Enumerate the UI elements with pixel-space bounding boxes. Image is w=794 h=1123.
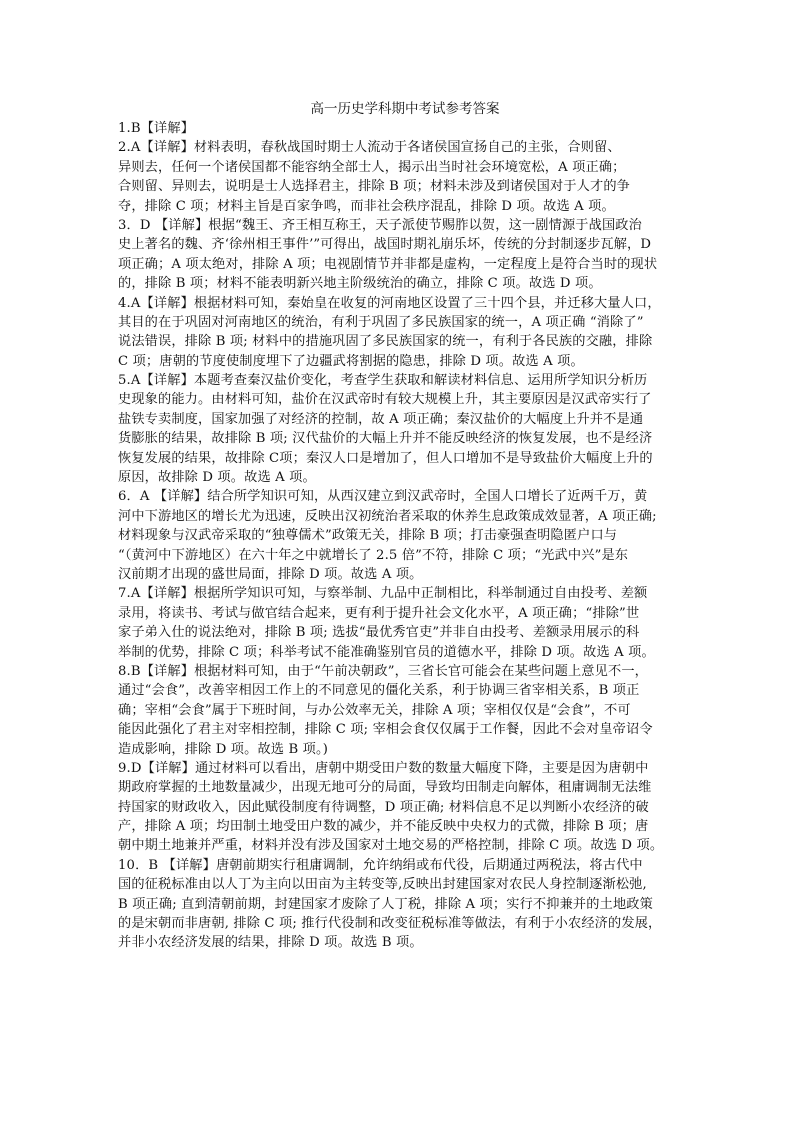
- answer-line: 家子弟入仕的说法绝对，排除 B 项; 选拔“最优秀官吏”并非自由投考、差额录用展示的科: [118, 625, 640, 641]
- answer-item: [118, 294, 692, 372]
- answer-line: 2.A【详解】材料表明，春秋战国时期士人流动于各诸侯国宣扬自己的主张，合则留、: [118, 140, 621, 156]
- answer-line: 10．B 【详解】唐朝前期实行租庸调制，允许纳绢或布代役，后期通过两税法，将古代中: [118, 857, 643, 873]
- answer-line: 能因此强化了君主对宰相控制，排除 C 项; 宰相会食仅仅属于工作餐，因此不会对皇帝诏令: [118, 722, 653, 738]
- answer-line: 8.B【详解】根据材料可知，由于“午前决朝政”，三省长官可能会在某些问题上意见不一，: [118, 663, 648, 679]
- answer-line: 举制的优势，排除 C 项；科举考试不能准确鉴别官员的道德水平，排除 D 项。故选 A 项。: [118, 644, 655, 660]
- answer-line: 并非小农经济发展的结果，排除 D 项。故选 B 项。: [118, 935, 423, 951]
- answer-line: 史现象的能力。由材料可知，盐价在汉武帝时有较大规模上升，其主要原因是汉武帝实行了: [118, 392, 652, 408]
- answer-item: [118, 662, 692, 759]
- answer-list: [118, 119, 692, 953]
- answer-line: B 项正确; 直到清朝前期，封建国家才废除了人丁税，排除 A 项；实行不抑兼并的土地政策: [118, 896, 653, 912]
- answer-line: 项正确；A 项太绝对，排除 A 项；电视剧情节并非都是虚构，一定程度上是符合当时的现状: [118, 256, 658, 272]
- answer-line: C 项；唐朝的节度使制度埋下了边疆武将割据的隐患，排除 D 项。故选 A 项。: [118, 353, 584, 369]
- answer-line: 国的征税标准由以人丁为主向以田亩为主转变等,反映出封建国家对农民人身控制逐渐松弛,: [118, 877, 647, 893]
- answer-line: 合则留、异则去，说明是士人选择君主，排除 B 项；材料未涉及到诸侯国对于人才的争: [118, 179, 631, 195]
- answer-line: 7.A【详解】根据所学知识可知，与察举制、九品中正制相比，科举制通过自由投考、差额: [118, 586, 648, 602]
- answer-line: 4.A【详解】根据材料可知，秦始皇在收复的河南地区设置了三十四个县，并迁移大量人口，: [118, 295, 661, 311]
- answer-line: 1.B【详解】: [118, 121, 195, 136]
- answer-line: 录用，将读书、考试与做官结合起来，更有利于提升社会文化水平，A 项正确；“排除”世: [118, 605, 640, 621]
- answer-line: 持国家的财政收入，因此赋役制度有待调整，D 项正确; 材料信息不足以判断小农经济的破: [118, 799, 649, 815]
- answer-line: “（黄河中下游地区）在六十年之中就增长了 2.5 倍”不符，排除 C 项；“光武中兴”是东: [118, 547, 629, 563]
- document-title: 高一历史学科期中考试参考答案: [310, 101, 500, 117]
- answer-item: [118, 138, 692, 216]
- answer-line: 材料现象与汉武帝采取的“独尊儒术”政策无关，排除 B 项；打击豪强查明隐匿户口与: [118, 528, 618, 544]
- answer-line: 说法错误，排除 B 项; 材料中的措施巩固了多民族国家的统一，有利于各民族的交融，排除: [118, 334, 653, 350]
- answer-line: 通过“会食”，改善宰相因工作上的不同意见的僵化关系，利于协调三省宰相关系，B 项正: [118, 683, 640, 699]
- answer-line: 异则去，任何一个诸侯国都不能容纳全部士人，揭示出当时社会环境宽松，A 项正确；: [118, 159, 626, 175]
- answer-line: 河中下游地区的增长尤为迅速，反映出汉初统治者采取的休养生息政策成效显著，A 项正确;: [118, 508, 657, 524]
- answer-item: [118, 856, 692, 953]
- answer-item: [118, 759, 692, 856]
- answer-line: 夺，排除 C 项；材料主旨是百家争鸣，而非社会秩序混乱，排除 D 项。故选 A 项。: [118, 198, 615, 214]
- answer-line: 3．D 【详解】根据“魏王、齐王相互称王，天子派使节赐胙以贺，这一剧情源于战国政治: [118, 217, 642, 233]
- answer-line: 盐铁专卖制度，国家加强了对经济的控制，故 A 项正确；秦汉盐价的大幅度上升并不是通: [118, 411, 644, 427]
- answer-line: 期政府掌握的土地数量减少，出现无地可分的局面，导致均田制走向解体，租庸调制无法维: [118, 780, 652, 796]
- answer-line: 6．A 【详解】结合所学知识可知，从西汉建立到汉武帝时，全国人口增长了近两千万，黄: [118, 489, 648, 505]
- answer-document: [118, 100, 692, 953]
- answer-line: 恢复发展的结果，故排除 C项；秦汉人口是增加了，但人口增加不是导致盐价大幅度上升的: [118, 450, 653, 466]
- answer-line: 史上著名的魏、齐‘徐州相王事件’”可得出，战国时期礼崩乐坏，传统的分封制逐步瓦解，D: [118, 237, 652, 253]
- answer-line: 其目的在于巩固对河南地区的统治，有利于巩固了多民族国家的统一，A 项正确 “消除了”: [118, 314, 644, 330]
- answer-line: 产，排除 A 项；均田制土地受田户数的减少，并不能反映中央权力的式微，排除 B 项；唐: [118, 819, 649, 835]
- answer-item: [118, 584, 692, 662]
- answer-line: 9.D【详解】通过材料可以看出，唐朝中期受田户数的数量大幅度下降，主要是因为唐朝中: [118, 760, 649, 776]
- answer-line: 货膨胀的结果，故排除 B 项; 汉代盐价的大幅上升并不能反映经济的恢复发展，也不是经济: [118, 431, 653, 447]
- answer-line: 原因，故排除 D 项。故选 A 项。: [118, 470, 316, 486]
- answer-line: 的，排除 B 项；材料不能表明新兴地主阶级统治的确立，排除 C 项。故选 D 项。: [118, 276, 602, 292]
- answer-item: [118, 119, 692, 138]
- answer-item: [118, 371, 692, 487]
- answer-item: [118, 487, 692, 584]
- answer-line: 汉前期才出现的盛世局面，排除 D 项。故选 A 项。: [118, 566, 423, 582]
- answer-line: 的是宋朝而非唐朝, 排除 C 项; 推行代役制和改变征税标准等做法，有利于小农经济的发展，: [118, 916, 662, 932]
- answer-line: 造成影响，排除 D 项。故选 B 项。): [118, 741, 329, 757]
- answer-item: [118, 216, 692, 294]
- answer-line: 5.A【详解】本题考查秦汉盐价变化，考查学生获取和解读材料信息、运用所学知识分析历: [118, 373, 648, 389]
- answer-line: 朝中期土地兼并严重，材料并没有涉及国家对土地交易的严格控制，排除 C 项。故选 D 项。: [118, 838, 664, 854]
- answer-line: 确；宰相“会食”属于下班时间，与办公效率无关，排除 A 项；宰相仅仅是“会食”，不可: [118, 702, 631, 718]
